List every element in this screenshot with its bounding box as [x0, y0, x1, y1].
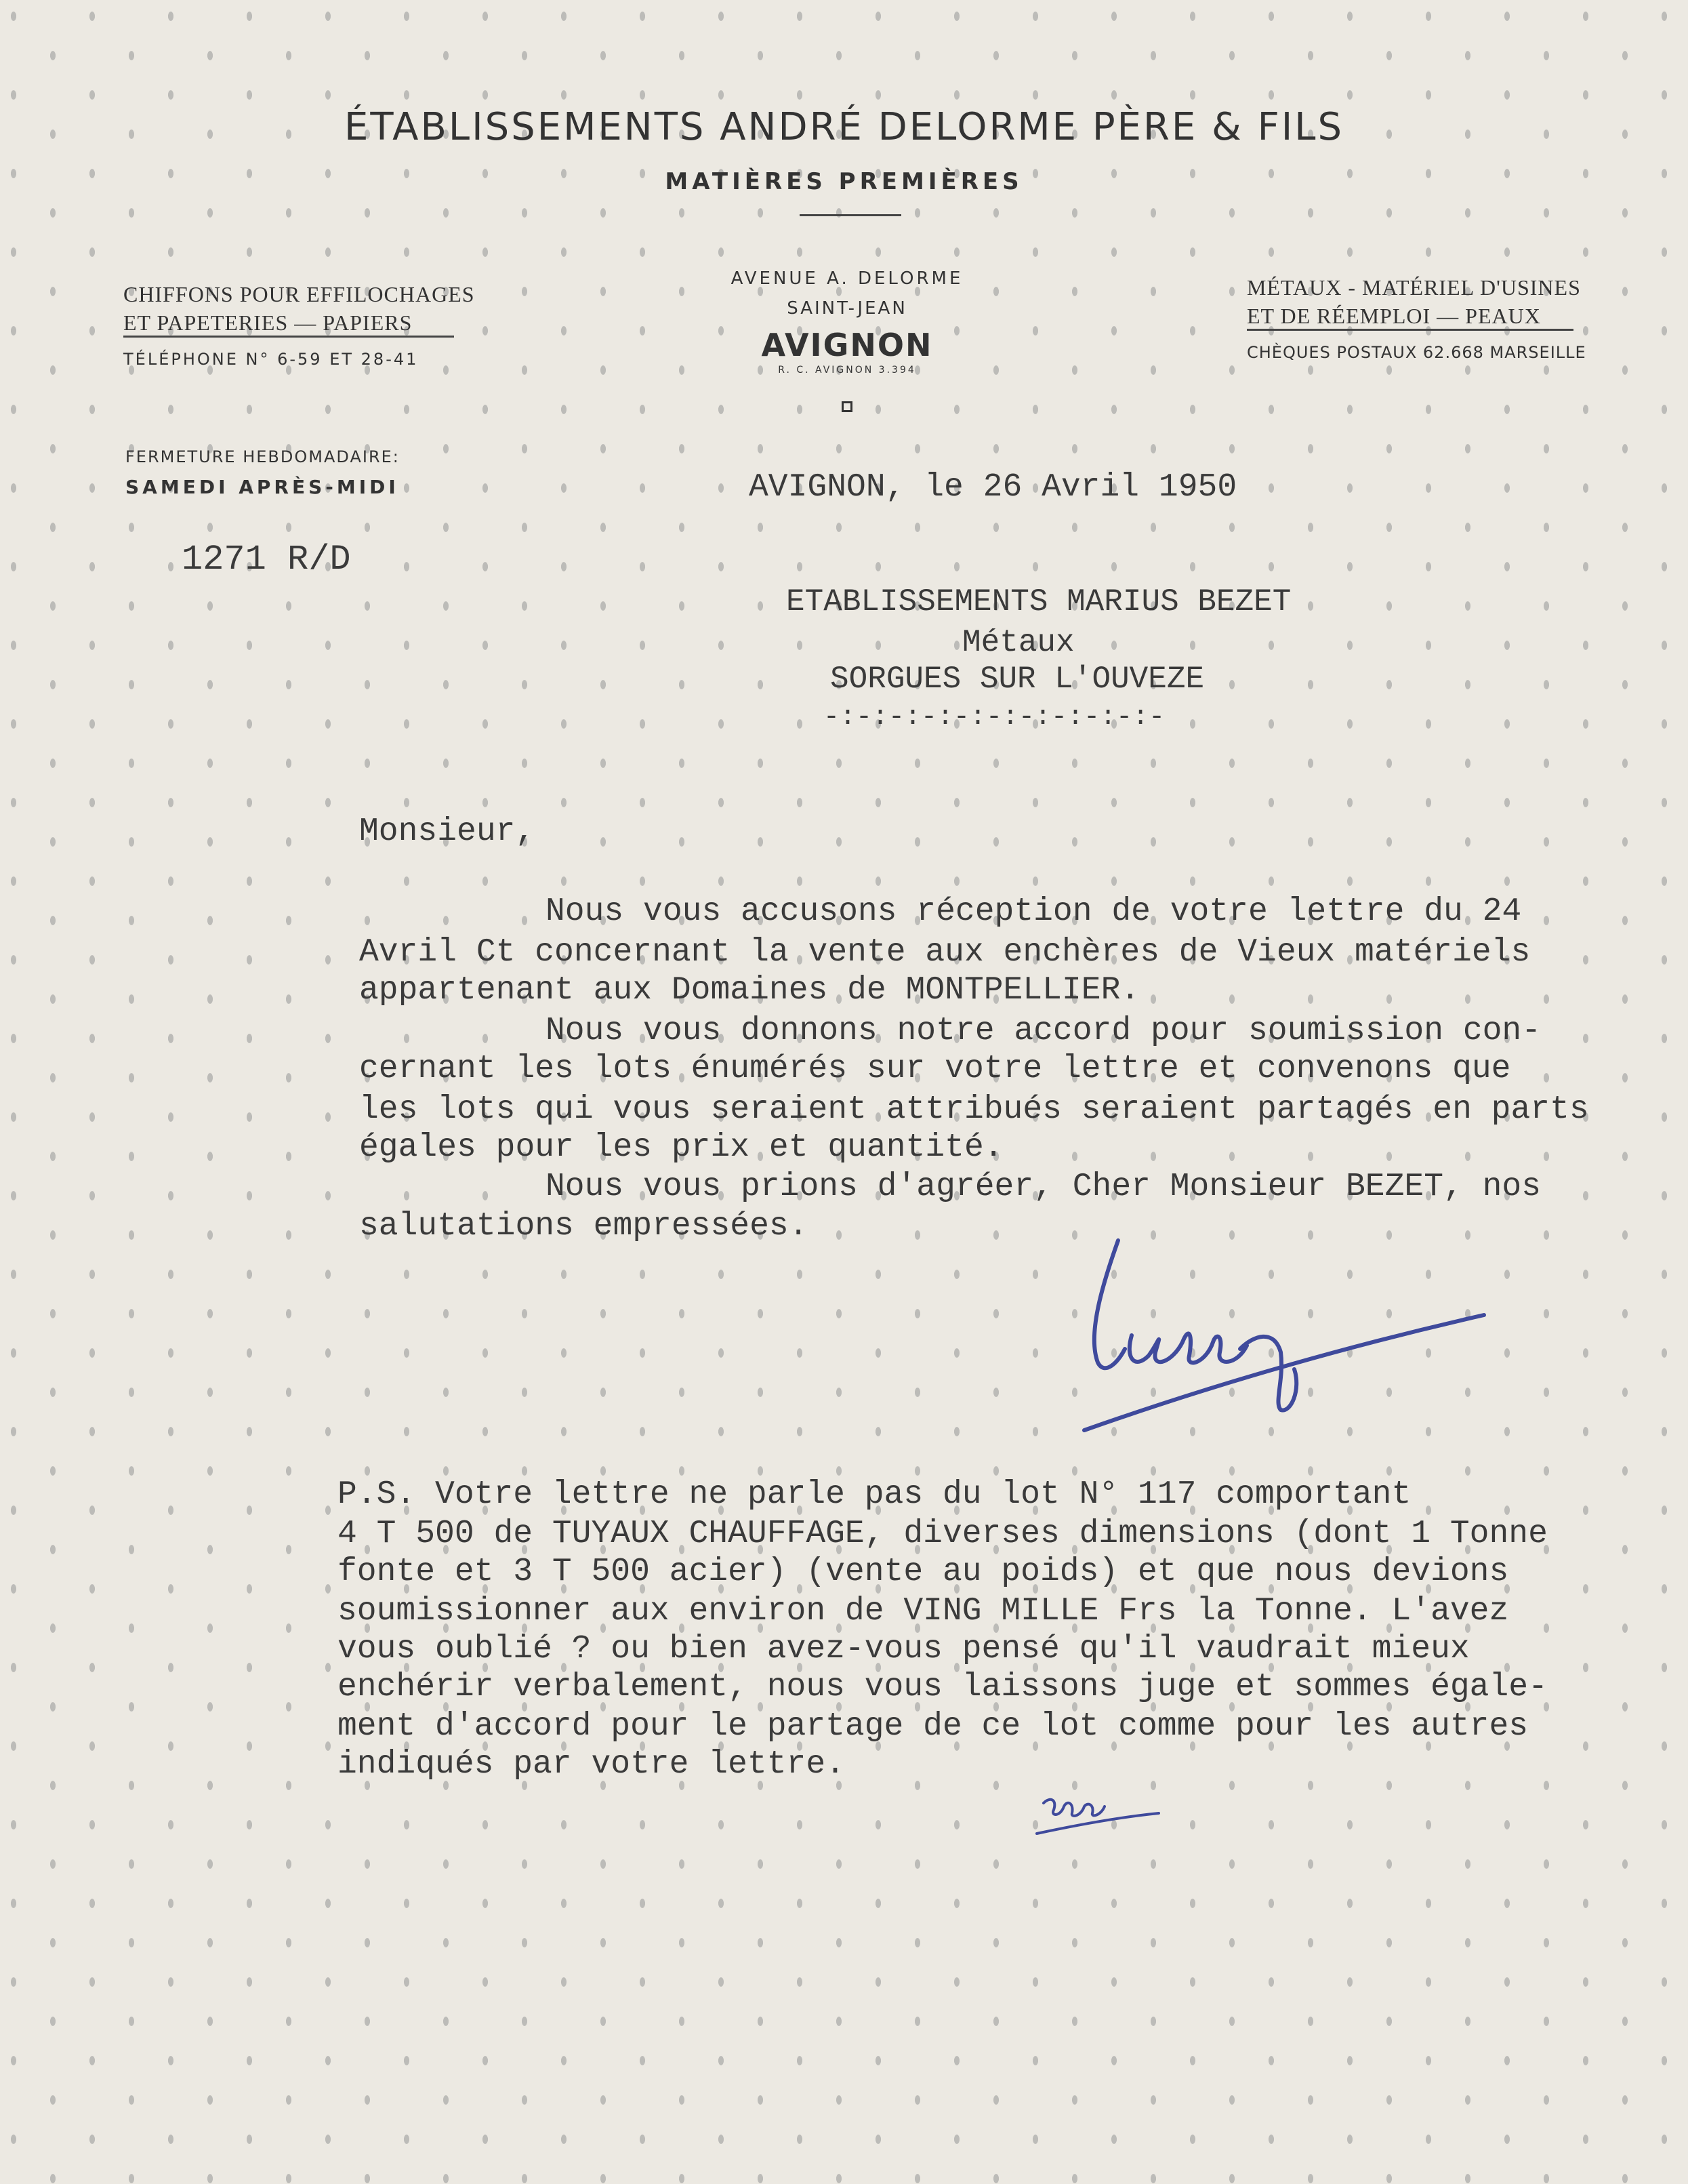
recipient-name: ETABLISSEMENTS MARIUS BEZET: [786, 584, 1292, 620]
letter-date: AVIGNON, le 26 Avril 1950: [749, 469, 1237, 506]
recipient-city: SORGUES SUR L'OUVEZE: [830, 662, 1205, 697]
annotation-stroke: [1044, 1800, 1105, 1816]
body-line: les lots qui vous seraient attribués seraient partagés en parts: [359, 1091, 1589, 1128]
header-divider: [800, 214, 901, 216]
left-activity-line1: CHIFFONS POUR EFFILOCHAGES: [123, 282, 475, 306]
signature-stroke: [1094, 1240, 1125, 1368]
recipient-trade: Métaux: [962, 625, 1075, 660]
telephone-line: TÉLÉPHONE N° 6-59 ET 28-41: [123, 350, 419, 369]
postscript-line: soumissionner aux environ de VING MILLE Frs la Tonne. L'avez: [337, 1593, 1509, 1630]
annotation-stroke: [1037, 1813, 1159, 1834]
registry-number: R. C. AVIGNON 3.394: [778, 365, 916, 376]
body-line: Nous vous donnons notre accord pour soumission con-: [545, 1013, 1542, 1049]
address-city: AVIGNON: [761, 327, 933, 363]
body-line: égales pour les prix et quantité.: [359, 1129, 1004, 1166]
closing-day-label: FERMETURE HEBDOMADAIRE:: [125, 447, 400, 466]
body-line: cernant les lots énumérés sur votre lettre et convenons que: [359, 1051, 1511, 1087]
body-line: Nous vous prions d'agréer, Cher Monsieur BEZET, nos: [545, 1169, 1542, 1205]
signature-stroke: [1240, 1337, 1296, 1411]
handwritten-annotation: [1030, 1776, 1166, 1844]
right-activity-line1: MÉTAUX - MATÉRIEL D'USINES: [1247, 275, 1581, 300]
address-district: SAINT-JEAN: [787, 298, 907, 319]
right-activity-line2: ET DE RÉEMPLOI — PEAUX: [1247, 304, 1573, 331]
greeting: Monsieur,: [359, 813, 535, 850]
company-subtitle: MATIÈRES PREMIÈRES: [665, 168, 1023, 195]
recipient-divider: -:-:-:-:-:-:-:-:-:-:-: [823, 702, 1166, 733]
body-line: salutations empressées.: [359, 1208, 808, 1245]
body-line: Avril Ct concernant la vente aux enchères de Vieux matériels: [359, 934, 1531, 971]
ornament-square-icon: [842, 401, 852, 412]
handwritten-signature: [1077, 1234, 1498, 1437]
company-name: ÉTABLISSEMENTS ANDRÉ DELORME PÈRE & FILS: [344, 105, 1344, 149]
postscript-line: vous oublié ? ou bien avez-vous pensé qu'il vaudrait mieux: [337, 1631, 1470, 1667]
signature-stroke: [1130, 1333, 1247, 1362]
signature-stroke: [1084, 1315, 1484, 1430]
body-line: Nous vous accusons réception de votre lettre du 24: [545, 893, 1522, 930]
postscript-line: fonte et 3 T 500 acier) (vente au poids) et que nous devions: [337, 1554, 1509, 1590]
body-line: appartenant aux Domaines de MONTPELLIER.: [359, 972, 1140, 1009]
postscript-line: enchérir verbalement, nous vous laissons juge et sommes égale-: [337, 1669, 1548, 1705]
closing-day-value: SAMEDI APRÈS-MIDI: [125, 476, 399, 498]
reference-number: 1271 R/D: [182, 540, 351, 580]
address-street: AVENUE A. DELORME: [730, 268, 964, 289]
postscript-line: 4 T 500 de TUYAUX CHAUFFAGE, diverses dimensions (dont 1 Tonne: [337, 1516, 1548, 1552]
postal-cheques: CHÈQUES POSTAUX 62.668 MARSEILLE: [1247, 343, 1586, 362]
postscript-line: indiqués par votre lettre.: [337, 1746, 845, 1783]
left-activity-line2: ET PAPETERIES — PAPIERS: [123, 310, 454, 338]
postscript-line: ment d'accord pour le partage de ce lot comme pour les autres: [337, 1708, 1529, 1745]
postscript-line: P.S. Votre lettre ne parle pas du lot N° 117 comportant: [337, 1476, 1412, 1513]
